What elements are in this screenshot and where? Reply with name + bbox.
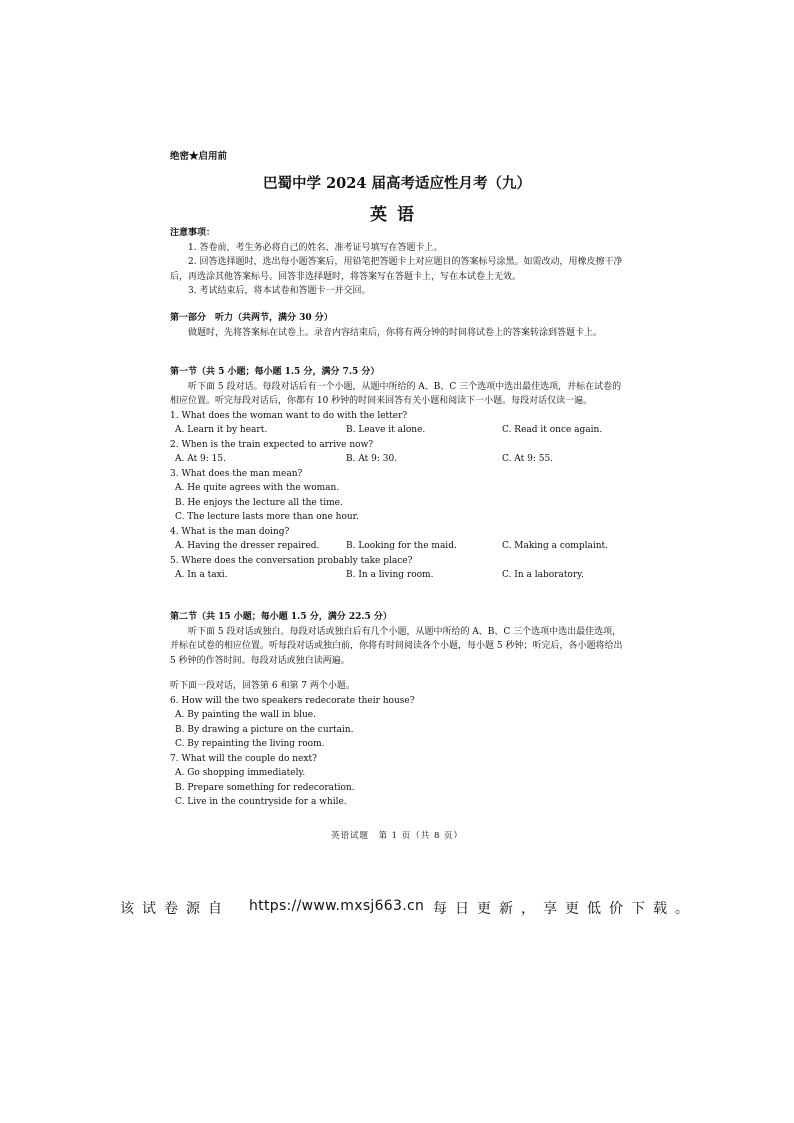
option-a: A. Having the dresser repaired. — [175, 541, 320, 551]
section1-intro: 听下面 5 段对话。每段对话后有一个小题，从题中所给的 A、B、C 三个选项中选出最佳选项，并标在试卷的相应位置。听完每段对话后，你都有 10 秒钟的时间来回答有关小题和阅读下一小题。每段对话仅读一遍。 — [170, 381, 622, 406]
section2-intro: 听下面 5 段对话或独白。每段对话或独白后有几个小题，从题中所给的 A、B、C 三个选项中选出最佳选项，并标在试卷的相应位置。听每段对话或独白前，你将有时间阅读各个小题，每小题 5 秒钟；听完后，各小题将给出 5 秒钟的作答时间。每段对话或独白读两遍。 — [170, 626, 623, 666]
section2-questions — [170, 679, 625, 810]
option-c: C. In a laboratory. — [502, 570, 584, 580]
question-6: 6. How will the two speakers redecorate their house? — [170, 695, 415, 706]
options-row — [170, 452, 625, 467]
option-b: B. Prepare something for redecoration. — [175, 782, 355, 793]
source-banner — [0, 898, 794, 922]
note-item: 2. 回答选择题时，选出每小题答案后，用铅笔把答题卡上对应题目的答案标号涂黑。如需改动，用橡皮擦干净后，再选涂其他答案标号。回答非选择题时，将答案写在答题卡上，写在本试卷上无效。 — [170, 257, 623, 282]
question-1: 1. What does the woman want to do with the letter? — [170, 410, 408, 421]
question-2: 2. When is the train expected to arrive now? — [170, 439, 374, 450]
notes-heading: 注意事项： — [170, 228, 216, 238]
question-3: 3. What does the man mean? — [170, 468, 303, 479]
option-b: B. At 9: 30. — [346, 454, 398, 464]
question-5: 5. Where does the conversation probably take place? — [170, 555, 413, 566]
option-c: C. At 9: 55. — [502, 454, 554, 464]
note-item: 1. 答卷前，考生务必将自己的姓名、准考证号填写在答题卡上。 — [188, 242, 443, 253]
banner-url-link[interactable]: https://www.mxsj663.cn — [249, 898, 425, 914]
options-row — [170, 568, 625, 583]
option-a: A. Learn it by heart. — [175, 425, 268, 435]
section2-heading: 第二节（共 15 小题；每小题 1.5 分，满分 22.5 分） — [170, 612, 392, 622]
option-c: C. Read it once again. — [502, 425, 603, 435]
banner-right-text: 每日更新，享更低价下载。 — [433, 901, 697, 917]
section1 — [170, 365, 625, 583]
option-a: A. He quite agrees with the woman. — [175, 483, 340, 493]
notes-section — [170, 226, 625, 299]
part1-intro: 做题时，先将答案标在试卷上。录音内容结束后，你将有两分钟的时间将试卷上的答案转涂到答题卡上。 — [188, 327, 603, 338]
section2 — [170, 610, 625, 668]
sub-intro: 听下面一段对话，回答第 6 和第 7 两个小题。 — [170, 681, 355, 691]
option-a: A. At 9: 15. — [175, 454, 226, 464]
part1-section — [170, 311, 625, 340]
option-b: B. By drawing a picture on the curtain. — [175, 724, 354, 735]
option-a: A. Go shopping immediately. — [175, 768, 306, 778]
question-7: 7. What will the couple do next? — [170, 753, 317, 764]
banner-left-text: 该试卷源自 — [120, 901, 230, 917]
option-a: A. In a taxi. — [175, 570, 228, 580]
subject-title: 英语 — [370, 205, 424, 225]
option-b: B. He enjoys the lecture all the time. — [175, 497, 343, 508]
exam-title: 巴蜀中学 2024 届高考适应性月考（九） — [263, 175, 531, 192]
option-b: B. Leave it alone. — [346, 425, 426, 435]
options-row — [170, 423, 625, 438]
option-c: C. Live in the countryside for a while. — [175, 797, 347, 807]
section1-heading: 第一节（共 5 小题；每小题 1.5 分，满分 7.5 分） — [170, 367, 380, 377]
option-b: B. In a living room. — [346, 570, 434, 580]
question-4: 4. What is the man doing? — [170, 526, 290, 537]
option-c: C. By repainting the living room. — [175, 739, 325, 749]
option-c: C. The lecture lasts more than one hour. — [175, 512, 359, 522]
page-footer: 英语试题 第 1 页（共 8 页） — [330, 831, 464, 841]
option-a: A. By painting the wall in blue. — [175, 710, 316, 720]
note-item: 3. 考试结束后，将本试卷和答题卡一并交回。 — [188, 286, 371, 296]
secret-label: 绝密★启用前 — [170, 151, 228, 162]
part1-heading: 第一部分 听力（共两节，满分 30 分） — [170, 313, 333, 323]
options-row — [170, 539, 625, 554]
option-c: C. Making a complaint. — [502, 541, 608, 551]
option-b: B. Looking for the maid. — [346, 541, 457, 551]
